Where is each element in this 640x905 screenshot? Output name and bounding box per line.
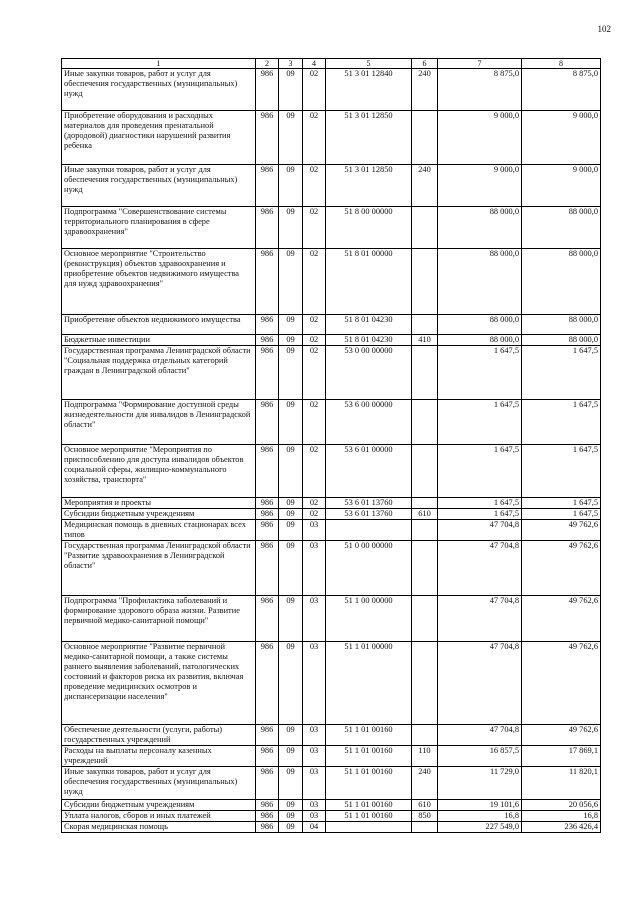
row-name: Расходы на выплаты персоналу казенных учреждений [62, 746, 256, 767]
grbs-code: 986 [256, 746, 279, 767]
subsection-code: 02 [303, 509, 326, 520]
section-code: 09 [279, 725, 303, 746]
amount-year-2: 17 869,1 [522, 746, 601, 767]
subsection-code: 02 [303, 445, 326, 498]
table-row [62, 315, 601, 335]
page-number: 102 [597, 24, 611, 34]
target-article-code [326, 822, 412, 833]
amount-year-2: 9 000,0 [522, 165, 601, 207]
amount-year-2: 1 647,5 [522, 498, 601, 509]
table-row [62, 400, 601, 445]
amount-year-1: 1 647,5 [438, 509, 522, 520]
row-name: Субсидии бюджетным учреждениям [62, 509, 256, 520]
expense-type-code: 610 [412, 509, 438, 520]
row-name: Подпрограмма "Совершенствование системы территориального планирования в сфере здравоохранения" [62, 207, 256, 249]
expense-type-code [412, 315, 438, 335]
budget-table [61, 58, 601, 833]
section-code: 09 [279, 335, 303, 346]
target-article-code: 53 6 01 00000 [326, 445, 412, 498]
section-code: 09 [279, 315, 303, 335]
section-code: 09 [279, 767, 303, 800]
subsection-code: 03 [303, 811, 326, 822]
subsection-code: 03 [303, 746, 326, 767]
target-article-code: 51 0 00 00000 [326, 541, 412, 596]
row-name: Государственная программа Ленинградской области "Социальная поддержка отдельных категорий граждан в Ленинградской области" [62, 346, 256, 400]
amount-year-2: 1 647,5 [522, 445, 601, 498]
expense-type-code: 240 [412, 165, 438, 207]
amount-year-2: 11 820,1 [522, 767, 601, 800]
row-name: Приобретение оборудования и расходных материалов для проведения пренатальной (дородовой) диагностики нарушений развития ребенка [62, 111, 256, 165]
amount-year-1: 47 704,8 [438, 642, 522, 725]
table-row [62, 335, 601, 346]
grbs-code: 986 [256, 335, 279, 346]
subsection-code: 02 [303, 165, 326, 207]
expense-type-code: 850 [412, 811, 438, 822]
expense-type-code [412, 642, 438, 725]
target-article-code: 51 3 01 12840 [326, 69, 412, 111]
row-name: Субсидии бюджетным учреждениям [62, 800, 256, 811]
subsection-code: 02 [303, 335, 326, 346]
table-row [62, 596, 601, 642]
amount-year-2: 1 647,5 [522, 346, 601, 400]
grbs-code: 986 [256, 207, 279, 249]
grbs-code: 986 [256, 800, 279, 811]
amount-year-2: 49 762,6 [522, 725, 601, 746]
expense-type-code: 410 [412, 335, 438, 346]
row-name: Мероприятия и проекты [62, 498, 256, 509]
grbs-code: 986 [256, 811, 279, 822]
row-name: Иные закупки товаров, работ и услуг для обеспечения государственных (муниципальных) нужд [62, 69, 256, 111]
amount-year-1: 88 000,0 [438, 249, 522, 315]
amount-year-2: 1 647,5 [522, 400, 601, 445]
section-code: 09 [279, 400, 303, 445]
subsection-code: 02 [303, 69, 326, 111]
table-row [62, 111, 601, 165]
amount-year-2: 49 762,6 [522, 642, 601, 725]
table-row [62, 165, 601, 207]
expense-type-code: 110 [412, 746, 438, 767]
grbs-code: 986 [256, 520, 279, 541]
section-code: 09 [279, 746, 303, 767]
section-code: 09 [279, 520, 303, 541]
expense-type-code [412, 725, 438, 746]
table-row [62, 445, 601, 498]
table-row [62, 642, 601, 725]
amount-year-1: 1 647,5 [438, 498, 522, 509]
expense-type-code [412, 596, 438, 642]
target-article-code: 53 0 00 00000 [326, 346, 412, 400]
row-name: Иные закупки товаров, работ и услуг для обеспечения государственных (муниципальных) нужд [62, 165, 256, 207]
grbs-code: 986 [256, 69, 279, 111]
target-article-code: 51 8 01 04230 [326, 335, 412, 346]
subsection-code: 02 [303, 346, 326, 400]
amount-year-2: 8 875,0 [522, 69, 601, 111]
grbs-code: 986 [256, 346, 279, 400]
amount-year-1: 9 000,0 [438, 111, 522, 165]
column-header: 1 [62, 59, 256, 69]
amount-year-1: 9 000,0 [438, 165, 522, 207]
section-code: 09 [279, 811, 303, 822]
expense-type-code [412, 445, 438, 498]
column-header: 8 [522, 59, 601, 69]
table-row [62, 498, 601, 509]
grbs-code: 986 [256, 498, 279, 509]
row-name: Подпрограмма "Формирование доступной среды жизнедеятельности для инвалидов в Ленинградской области" [62, 400, 256, 445]
table-row [62, 249, 601, 315]
section-code: 09 [279, 596, 303, 642]
subsection-code: 03 [303, 520, 326, 541]
row-name: Бюджетные инвестиции [62, 335, 256, 346]
expense-type-code: 610 [412, 800, 438, 811]
amount-year-1: 1 647,5 [438, 346, 522, 400]
amount-year-1: 227 549,0 [438, 822, 522, 833]
expense-type-code [412, 541, 438, 596]
row-name: Приобретение объектов недвижимого имущества [62, 315, 256, 335]
amount-year-1: 16 857,5 [438, 746, 522, 767]
row-name: Основное мероприятие "Развитие первичной медико-санитарной помощи, а также системы раннего выявления заболеваний, патологических состояний и факторов риска их развития, включая проведение медицинских осмотров и диспансеризации населения" [62, 642, 256, 725]
expense-type-code: 240 [412, 767, 438, 800]
section-code: 09 [279, 642, 303, 725]
subsection-code: 02 [303, 498, 326, 509]
target-article-code: 51 1 01 00160 [326, 767, 412, 800]
amount-year-2: 88 000,0 [522, 315, 601, 335]
grbs-code: 986 [256, 249, 279, 315]
target-article-code: 51 3 01 12850 [326, 165, 412, 207]
target-article-code [326, 520, 412, 541]
table-row [62, 346, 601, 400]
column-header: 4 [303, 59, 326, 69]
target-article-code: 51 1 01 00160 [326, 746, 412, 767]
target-article-code: 51 8 01 04230 [326, 315, 412, 335]
section-code: 09 [279, 207, 303, 249]
subsection-code: 03 [303, 767, 326, 800]
amount-year-2: 9 000,0 [522, 111, 601, 165]
subsection-code: 02 [303, 111, 326, 165]
section-code: 09 [279, 69, 303, 111]
expense-type-code [412, 520, 438, 541]
amount-year-2: 88 000,0 [522, 249, 601, 315]
column-header: 2 [256, 59, 279, 69]
target-article-code: 51 1 00 00000 [326, 596, 412, 642]
column-header: 7 [438, 59, 522, 69]
section-code: 09 [279, 165, 303, 207]
table-row [62, 767, 601, 800]
grbs-code: 986 [256, 822, 279, 833]
grbs-code: 986 [256, 111, 279, 165]
subsection-code: 03 [303, 642, 326, 725]
table-row [62, 509, 601, 520]
expense-type-code [412, 346, 438, 400]
table-row [62, 541, 601, 596]
grbs-code: 986 [256, 541, 279, 596]
target-article-code: 51 1 01 00160 [326, 800, 412, 811]
section-code: 09 [279, 541, 303, 596]
table-row [62, 207, 601, 249]
amount-year-2: 49 762,6 [522, 541, 601, 596]
row-name: Основное мероприятие "Мероприятия по приспособлению для доступа инвалидов объектов социальной сферы, жилищно-коммунального хозяйства, транспорта" [62, 445, 256, 498]
grbs-code: 986 [256, 509, 279, 520]
subsection-code: 03 [303, 596, 326, 642]
amount-year-1: 11 729,0 [438, 767, 522, 800]
section-code: 09 [279, 800, 303, 811]
amount-year-2: 49 762,6 [522, 596, 601, 642]
grbs-code: 986 [256, 725, 279, 746]
section-code: 09 [279, 498, 303, 509]
row-name: Иные закупки товаров, работ и услуг для обеспечения государственных (муниципальных) нужд [62, 767, 256, 800]
table-row [62, 811, 601, 822]
grbs-code: 986 [256, 596, 279, 642]
table-row [62, 800, 601, 811]
expense-type-code [412, 111, 438, 165]
table-row [62, 725, 601, 746]
amount-year-2: 20 056,6 [522, 800, 601, 811]
amount-year-2: 88 000,0 [522, 335, 601, 346]
amount-year-2: 236 426,4 [522, 822, 601, 833]
amount-year-1: 88 000,0 [438, 207, 522, 249]
row-name: Уплата налогов, сборов и иных платежей [62, 811, 256, 822]
section-code: 09 [279, 111, 303, 165]
grbs-code: 986 [256, 767, 279, 800]
expense-type-code [412, 498, 438, 509]
amount-year-1: 47 704,8 [438, 725, 522, 746]
amount-year-2: 88 000,0 [522, 207, 601, 249]
column-header: 6 [412, 59, 438, 69]
row-name: Медицинская помощь в дневных стационарах всех типов [62, 520, 256, 541]
amount-year-1: 19 101,6 [438, 800, 522, 811]
row-name: Обеспечение деятельности (услуги, работы) государственных учреждений [62, 725, 256, 746]
amount-year-1: 88 000,0 [438, 315, 522, 335]
section-code: 09 [279, 445, 303, 498]
subsection-code: 03 [303, 541, 326, 596]
subsection-code: 02 [303, 315, 326, 335]
subsection-code: 02 [303, 400, 326, 445]
target-article-code: 53 6 01 13760 [326, 509, 412, 520]
target-article-code: 51 1 01 00160 [326, 725, 412, 746]
target-article-code: 51 8 00 00000 [326, 207, 412, 249]
subsection-code: 02 [303, 249, 326, 315]
row-name: Подпрограмма "Профилактика заболеваний и формирование здорового образа жизни. Развитие первичной медико-санитарной помощи" [62, 596, 256, 642]
amount-year-2: 1 647,5 [522, 509, 601, 520]
amount-year-1: 1 647,5 [438, 445, 522, 498]
table-row [62, 822, 601, 833]
subsection-code: 02 [303, 207, 326, 249]
row-name: Основное мероприятие "Строительство (реконструкция) объектов здравоохранения и приобретение объектов недвижимого имущества для нужд здравоохранения" [62, 249, 256, 315]
header-row [62, 59, 601, 69]
table-row [62, 520, 601, 541]
amount-year-1: 47 704,8 [438, 596, 522, 642]
column-header: 5 [326, 59, 412, 69]
amount-year-1: 8 875,0 [438, 69, 522, 111]
target-article-code: 51 1 01 00160 [326, 811, 412, 822]
target-article-code: 53 6 01 13760 [326, 498, 412, 509]
section-code: 09 [279, 249, 303, 315]
section-code: 09 [279, 822, 303, 833]
row-name: Государственная программа Ленинградской области "Развитие здравоохранения в Ленинградской области" [62, 541, 256, 596]
section-code: 09 [279, 346, 303, 400]
subsection-code: 03 [303, 800, 326, 811]
grbs-code: 986 [256, 445, 279, 498]
section-code: 09 [279, 509, 303, 520]
subsection-code: 04 [303, 822, 326, 833]
expense-type-code: 240 [412, 69, 438, 111]
amount-year-1: 88 000,0 [438, 335, 522, 346]
target-article-code: 51 8 01 00000 [326, 249, 412, 315]
amount-year-1: 16,8 [438, 811, 522, 822]
subsection-code: 03 [303, 725, 326, 746]
expense-type-code [412, 822, 438, 833]
amount-year-2: 16,8 [522, 811, 601, 822]
table-row [62, 746, 601, 767]
target-article-code: 53 6 00 00000 [326, 400, 412, 445]
amount-year-2: 49 762,6 [522, 520, 601, 541]
expense-type-code [412, 249, 438, 315]
row-name: Скорая медицинская помощь [62, 822, 256, 833]
expense-type-code [412, 400, 438, 445]
grbs-code: 986 [256, 315, 279, 335]
expense-type-code [412, 207, 438, 249]
amount-year-1: 47 704,8 [438, 520, 522, 541]
amount-year-1: 47 704,8 [438, 541, 522, 596]
amount-year-1: 1 647,5 [438, 400, 522, 445]
target-article-code: 51 3 01 12850 [326, 111, 412, 165]
grbs-code: 986 [256, 400, 279, 445]
target-article-code: 51 1 01 00000 [326, 642, 412, 725]
grbs-code: 986 [256, 642, 279, 725]
grbs-code: 986 [256, 165, 279, 207]
column-header: 3 [279, 59, 303, 69]
table-row [62, 69, 601, 111]
